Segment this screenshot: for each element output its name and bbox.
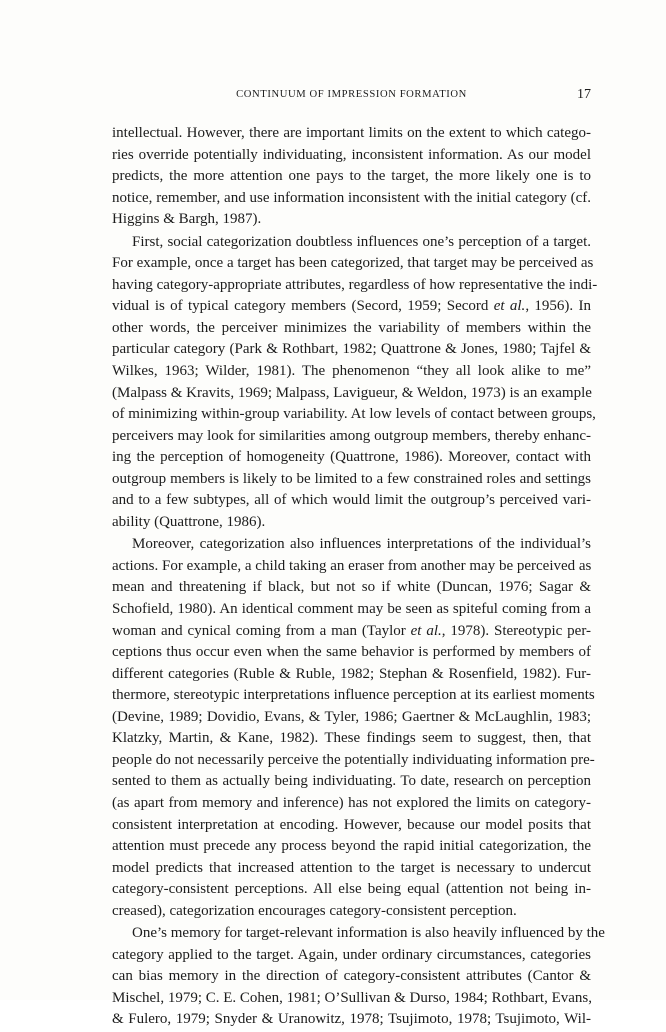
text-line: (Malpass & Kravits, 1969; Malpass, Lavigueur, & Weldon, 1973) is an example — [112, 384, 592, 401]
text-line: creased), categorization encourages category-consistent perception. — [112, 902, 517, 919]
text-line: One’s memory for target-relevant information is also heavily influenced by the — [132, 925, 605, 942]
text-line: other words, the perceiver minimizes the variability of members within the — [112, 319, 591, 336]
text-line: mean and threatening if black, but not so if white (Duncan, 1976; Sagar & — [112, 579, 591, 596]
paragraph — [112, 232, 598, 534]
text-line: (Devine, 1989; Dovidio, Evans, & Tyler, 1986; Gaertner & McLaughlin, 1983; — [112, 708, 591, 725]
text-line: different categories (Ruble & Ruble, 1982; Stephan & Rosenfield, 1982). Fur- — [112, 665, 591, 682]
text-line: ing the perception of homogeneity (Quattrone, 1986). Moreover, contact with — [112, 449, 591, 466]
text-line: thermore, stereotypic interpretations influence perception at its earliest moments — [112, 687, 595, 704]
text-line: outgroup members is likely to be limited to a few constrained roles and settings — [112, 470, 591, 487]
text-line: Klatzky, Martin, & Kane, 1982). These findings seem to suggest, then, that — [112, 730, 591, 747]
text-line: ries override potentially individuating, inconsistent information. As our model — [112, 146, 591, 163]
text-line: ceptions thus occur even when the same behavior is performed by members of — [112, 644, 591, 661]
text-line: attention must precede any process beyond the rapid initial categorization, the — [112, 838, 591, 855]
text-line: perceivers may look for similarities among outgroup members, thereby enhanc- — [112, 427, 591, 444]
text-line: woman and cynical coming from a man (Taylor et al., 1978). Stereotypic per- — [112, 622, 592, 639]
text-line: of minimizing within-group variability. At low levels of contact between groups, — [112, 406, 596, 423]
text-line: category applied to the target. Again, under ordinary circumstances, categories — [112, 946, 591, 963]
text-line: category-consistent perceptions. All else being equal (attention not being in- — [112, 881, 591, 898]
text-line: Wilkes, 1963; Wilder, 1981). The phenomenon “they all look alike to me” — [112, 363, 591, 380]
paragraph — [112, 123, 591, 231]
body-text — [112, 123, 605, 1032]
text-line: having category-appropriate attributes, regardless of how representative the indi- — [112, 276, 598, 293]
text-line: vidual is of typical category members (Secord, 1959; Secord et al., 1956). In — [112, 298, 591, 315]
paragraph — [112, 923, 605, 1031]
text-line: people do not necessarily perceive the potentially individuating information pre- — [112, 751, 595, 768]
text-line: Moreover, categorization also influences interpretations of the individual’s — [132, 536, 591, 553]
text-line: & Fulero, 1979; Snyder & Uranowitz, 1978; Tsujimoto, 1978; Tsujimoto, Wil- — [112, 1011, 591, 1028]
text-line: sented to them as actually being individuating. To date, research on perception — [112, 773, 591, 790]
text-line: model predicts that increased attention to the target is necessary to undercut — [112, 859, 591, 876]
text-line: Mischel, 1979; C. E. Cohen, 1981; O’Sullivan & Durso, 1984; Rothbart, Evans, — [112, 989, 592, 1006]
text-line: (as apart from memory and inference) has not explored the limits on category- — [112, 794, 591, 811]
paragraph — [112, 534, 595, 922]
text-line: intellectual. However, there are important limits on the extent to which catego- — [112, 125, 591, 141]
text-line: notice, remember, and use information inconsistent with the initial category (cf. — [112, 189, 591, 206]
text-line: Higgins & Bargh, 1987). — [112, 211, 262, 228]
page-number: 17 — [577, 87, 591, 102]
text-line: particular category (Park & Rothbart, 1982; Quattrone & Jones, 1980; Tajfel & — [112, 341, 591, 358]
text-line: For example, once a target has been categorized, that target may be perceived as — [112, 255, 594, 272]
running-head — [112, 86, 591, 104]
text-line: and to a few subtypes, all of which would limit the outgroup’s perceived vari- — [112, 492, 591, 509]
text-line: predicts, the more attention one pays to the target, the more likely one is to — [112, 168, 591, 185]
text-line: can bias memory in the direction of category-consistent attributes (Cantor & — [112, 968, 591, 985]
text-line: actions. For example, a child taking an eraser from another may be perceived as — [112, 557, 592, 574]
text-line: consistent interpretation at encoding. However, because our model posits that — [112, 816, 591, 833]
text-line: ability (Quattrone, 1986). — [112, 513, 266, 530]
running-title: CONTINUUM OF IMPRESSION FORMATION — [236, 89, 467, 100]
text-line: Schofield, 1980). An identical comment may be seen as spiteful coming from a — [112, 601, 591, 618]
text-line: First, social categorization doubtless influences one’s perception of a target. — [132, 233, 591, 250]
